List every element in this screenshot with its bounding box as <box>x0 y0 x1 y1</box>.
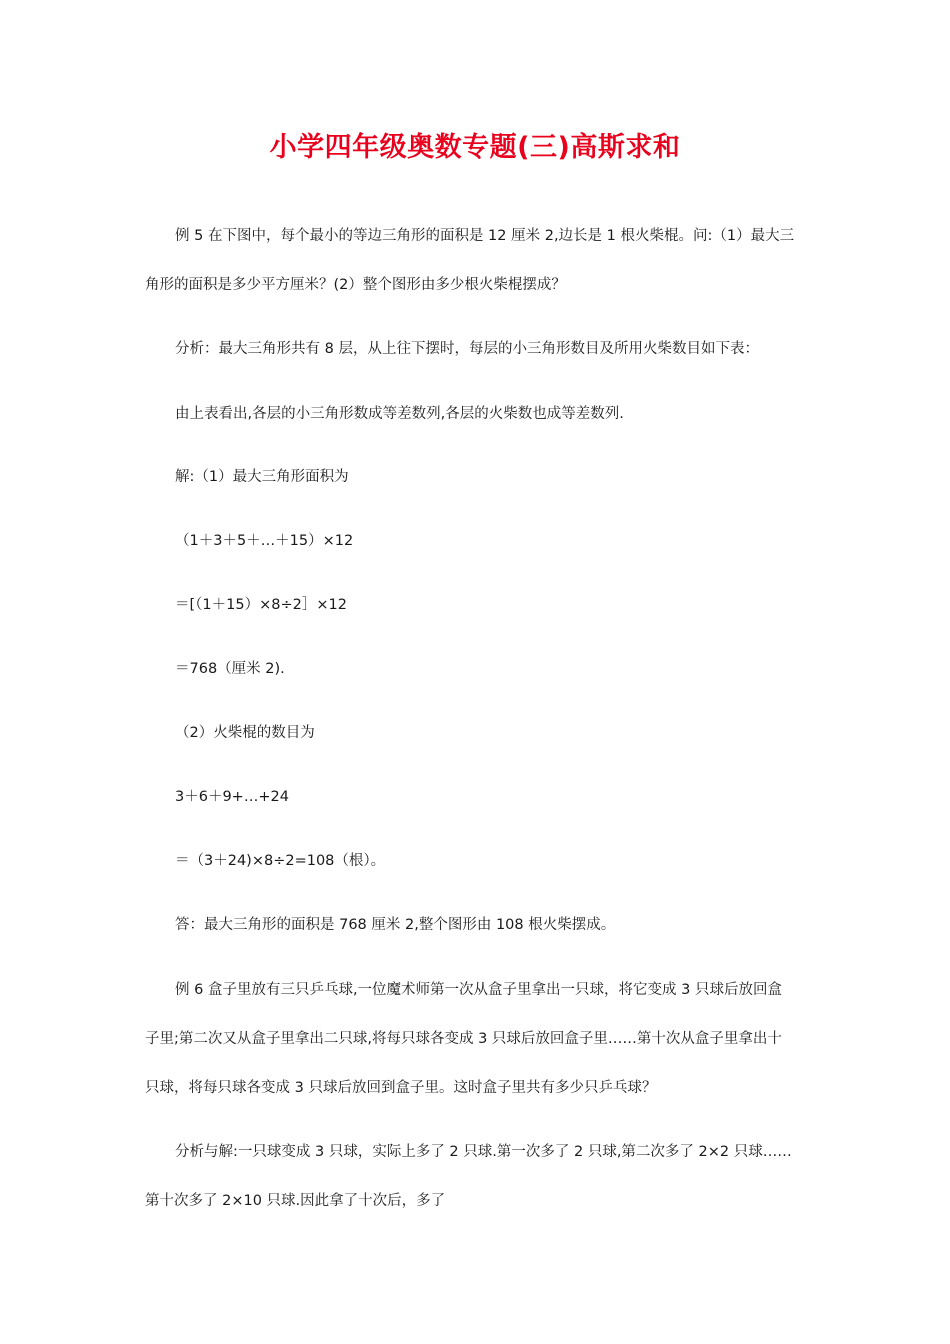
document-title: 小学四年级奥数专题(三)高斯求和 <box>269 132 681 163</box>
example-5-answer: 答：最大三角形的面积是 768 厘米 2,整个图形由 108 根火柴摆成。 <box>175 917 616 933</box>
example-6-analysis-line-2: 第十次多了 2×10 只球.因此拿了十次后，多了 <box>145 1193 446 1209</box>
solution-step-1: （1＋3＋5＋…＋15）×12 <box>175 533 354 549</box>
solution-step-4: 3＋6＋9+…+24 <box>175 789 289 805</box>
example-5-observation: 由上表看出,各层的小三角形数成等差数列,各层的火柴数也成等差数列. <box>175 406 624 422</box>
example-6-question-line-3: 只球，将每只球各变成 3 只球后放回到盒子里。这时盒子里共有多少只乒乓球？ <box>145 1080 657 1096</box>
example-5-question-line-1: 例 5 在下图中，每个最小的等边三角形的面积是 12 厘米 2,边长是 1 根火柴棍。问:（1）最大三 <box>175 228 795 244</box>
example-6-analysis-line-1: 分析与解:一只球变成 3 只球，实际上多了 2 只球.第一次多了 2 只球,第二次多了 2×2 只球…… <box>175 1144 792 1160</box>
solution-step-3: ＝768（厘米 2). <box>175 661 285 677</box>
solution-part-1-heading: 解:（1）最大三角形面积为 <box>175 469 349 485</box>
example-5-question-line-2: 角形的面积是多少平方厘米？(2）整个图形由多少根火柴棍摆成？ <box>145 277 566 293</box>
example-6-question-line-2: 子里;第二次又从盒子里拿出二只球,将每只球各变成 3 只球后放回盒子里……第十次从盒子里拿出十 <box>145 1031 782 1047</box>
example-6-question-line-1: 例 6 盒子里放有三只乒乓球,一位魔术师第一次从盒子里拿出一只球，将它变成 3 只球后放回盒 <box>175 982 782 998</box>
solution-step-2: ＝[（1＋15）×8÷2］×12 <box>175 597 347 613</box>
solution-part-2-heading: （2）火柴棍的数目为 <box>175 725 315 741</box>
solution-step-5: ＝（3＋24)×8÷2=108（根）。 <box>175 853 386 869</box>
example-5-analysis: 分析：最大三角形共有 8 层，从上往下摆时，每层的小三角形数目及所用火柴数目如下表： <box>175 341 759 357</box>
